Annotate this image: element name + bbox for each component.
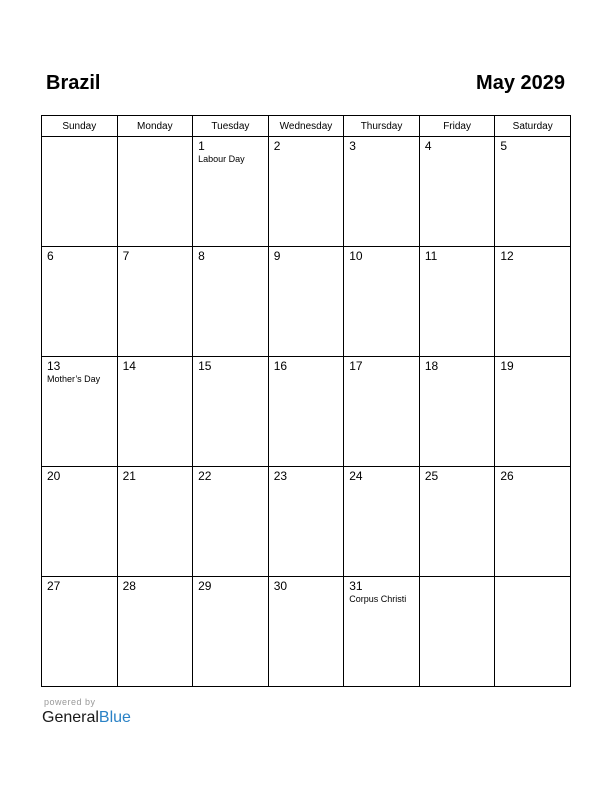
day-cell — [419, 467, 495, 577]
weekday-header: Friday — [419, 116, 495, 137]
day-cell — [495, 137, 571, 247]
day-number: 10 — [349, 249, 363, 263]
holiday-label — [118, 593, 193, 594]
holiday-label — [344, 263, 419, 264]
day-number: 11 — [424, 249, 438, 263]
holiday-label — [495, 373, 570, 374]
day-number: 15 — [198, 359, 212, 373]
holiday-label — [495, 153, 570, 154]
holiday-label — [42, 140, 117, 141]
day-cell — [42, 357, 118, 467]
weekday-header: Tuesday — [193, 116, 269, 137]
day-cell — [344, 137, 420, 247]
holiday-label — [269, 373, 344, 374]
holiday-label — [193, 263, 268, 264]
holiday-label — [420, 580, 495, 581]
weekday-header: Wednesday — [268, 116, 344, 137]
day-number: 4 — [424, 139, 432, 153]
day-cell — [268, 357, 344, 467]
day-cell — [117, 247, 193, 357]
day-cell — [268, 467, 344, 577]
day-cell — [42, 467, 118, 577]
day-cell — [495, 357, 571, 467]
day-cell — [117, 137, 193, 247]
weekday-header: Saturday — [495, 116, 571, 137]
holiday-label — [269, 263, 344, 264]
day-number: 29 — [198, 579, 212, 593]
calendar-grid — [41, 115, 571, 687]
day-cell — [193, 467, 269, 577]
day-number: 18 — [424, 359, 439, 373]
day-number: 5 — [500, 139, 508, 153]
day-number: 8 — [198, 249, 205, 263]
holiday-label — [420, 153, 495, 154]
day-cell — [117, 577, 193, 687]
day-number: 25 — [424, 469, 439, 483]
holiday-label — [344, 373, 419, 374]
day-cell — [268, 137, 344, 247]
powered-by-text: powered by — [44, 697, 96, 707]
holiday-label — [118, 140, 193, 141]
day-cell — [193, 577, 269, 687]
day-number: 20 — [47, 469, 61, 483]
holiday-label — [42, 483, 117, 484]
day-cell — [268, 247, 344, 357]
weekday-header: Sunday — [42, 116, 118, 137]
brand-blue-text: Blue — [98, 709, 131, 726]
day-cell — [117, 357, 193, 467]
day-cell — [495, 577, 571, 687]
day-number: 17 — [349, 359, 363, 373]
month-year-title: May 2029 — [476, 72, 565, 94]
weekday-header-row — [42, 116, 571, 137]
day-cell — [193, 137, 269, 247]
holiday-label — [269, 593, 344, 594]
day-cell — [495, 247, 571, 357]
day-number: 22 — [198, 469, 212, 483]
day-number: 9 — [273, 249, 281, 263]
day-number: 2 — [273, 139, 281, 153]
holiday-label — [42, 263, 117, 264]
day-cell — [344, 247, 420, 357]
day-cell — [495, 467, 571, 577]
day-cell — [419, 357, 495, 467]
day-number: 3 — [349, 139, 356, 153]
week-row — [42, 247, 571, 357]
week-row — [42, 577, 571, 687]
day-cell — [42, 247, 118, 357]
day-number: 19 — [500, 359, 514, 373]
day-number: 13 — [47, 359, 61, 373]
weekday-header: Thursday — [344, 116, 420, 137]
day-cell — [268, 577, 344, 687]
day-cell — [419, 577, 495, 687]
holiday-label — [269, 483, 344, 484]
generalblue-logo[interactable] — [42, 709, 131, 727]
day-number: 24 — [349, 469, 363, 483]
country-title: Brazil — [46, 72, 101, 94]
holiday-label — [420, 373, 495, 374]
holiday-label — [495, 483, 570, 484]
holiday-label — [344, 153, 419, 154]
weekday-header: Monday — [117, 116, 193, 137]
day-cell — [344, 357, 420, 467]
holiday-label — [495, 580, 570, 581]
day-cell — [344, 467, 420, 577]
week-row — [42, 357, 571, 467]
holiday-label — [420, 263, 495, 264]
day-number: 1 — [198, 139, 205, 153]
holiday-label — [193, 373, 268, 374]
week-row — [42, 137, 571, 247]
day-number: 27 — [47, 579, 61, 593]
day-cell — [117, 467, 193, 577]
day-number: 16 — [273, 359, 288, 373]
day-cell — [419, 247, 495, 357]
holiday-label — [193, 593, 268, 594]
day-number: 7 — [122, 249, 130, 263]
day-number: 14 — [122, 359, 136, 373]
holiday-label — [269, 153, 344, 154]
day-cell — [193, 247, 269, 357]
day-number: 23 — [273, 469, 288, 483]
holiday-label — [420, 483, 495, 484]
day-number: 28 — [122, 579, 136, 593]
day-cell — [419, 137, 495, 247]
holiday-label — [193, 483, 268, 484]
day-number: 26 — [500, 469, 514, 483]
holiday-label — [118, 373, 193, 374]
day-number: 21 — [122, 469, 136, 483]
day-cell — [42, 577, 118, 687]
holiday-label: Mother’s Day — [47, 374, 101, 384]
day-number: 31 — [349, 579, 363, 593]
holiday-label — [42, 593, 117, 594]
day-number: 12 — [500, 249, 514, 263]
brand-general-text: General — [42, 709, 99, 726]
day-cell — [42, 137, 118, 247]
week-row — [42, 467, 571, 577]
holiday-label — [118, 263, 193, 264]
day-cell — [193, 357, 269, 467]
day-number: 30 — [273, 579, 288, 593]
holiday-label: Corpus Christi — [349, 594, 407, 604]
holiday-label: Labour Day — [198, 154, 245, 164]
day-cell — [344, 577, 420, 687]
day-number: 6 — [47, 249, 54, 263]
holiday-label — [118, 483, 193, 484]
holiday-label — [344, 483, 419, 484]
holiday-label — [495, 263, 570, 264]
